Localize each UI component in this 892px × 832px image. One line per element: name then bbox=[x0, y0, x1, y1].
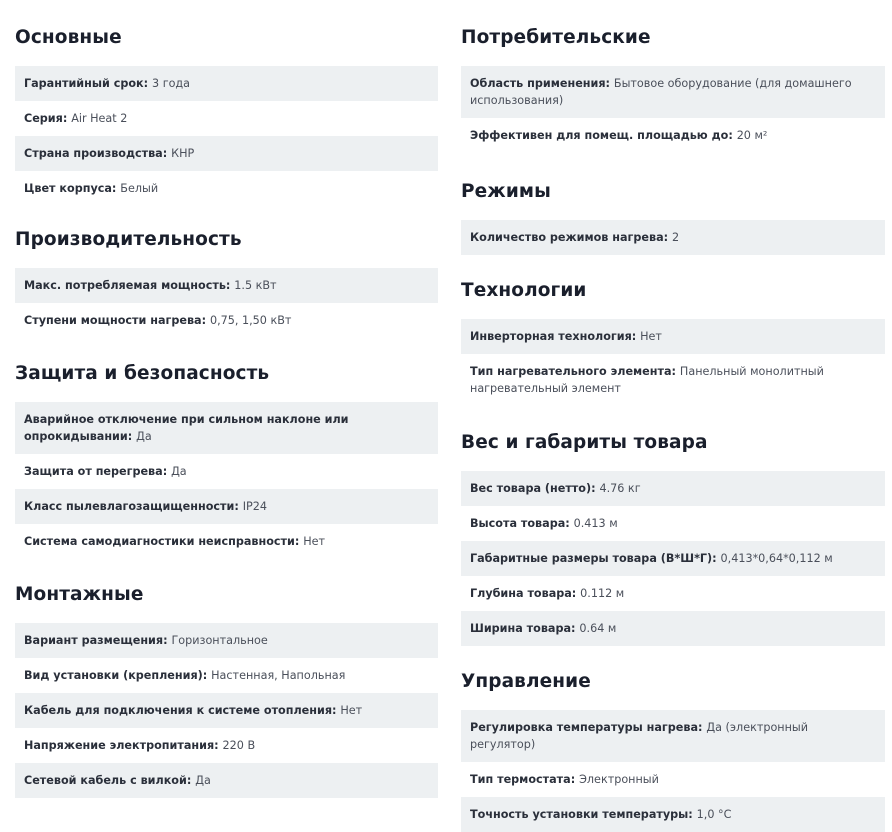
spec-section-safety bbox=[15, 363, 438, 559]
spec-row: Класс пылевлагозащищенности: IP24 bbox=[15, 489, 438, 524]
spec-value: 20 м² bbox=[736, 129, 768, 142]
spec-key: Тип термостата bbox=[470, 773, 571, 786]
spec-key: Сетевой кабель с вилкой bbox=[24, 774, 187, 787]
spec-value: 4.76 кг bbox=[599, 482, 641, 495]
spec-value: Белый bbox=[120, 182, 159, 195]
spec-row: Габаритные размеры товара (В*Ш*Г): 0,413*0,64*0,112 м bbox=[461, 541, 885, 576]
spec-key: Класс пылевлагозащищенности bbox=[24, 500, 235, 513]
spec-row: Вид установки (крепления): Настенная, Напольная bbox=[24, 669, 346, 682]
spec-value: КНР bbox=[171, 147, 195, 160]
spec-value: Горизонтальное bbox=[171, 634, 268, 647]
section-title: Технологии bbox=[461, 280, 587, 301]
spec-row: Система самодиагностики неисправности: Нет bbox=[24, 535, 326, 548]
spec-key: Габаритные размеры товара (В*Ш*Г) bbox=[470, 552, 713, 565]
spec-row: Цвет корпуса: Белый bbox=[24, 182, 159, 195]
spec-key: Регулировка температуры нагрева bbox=[470, 721, 699, 734]
spec-value: 1.5 кВт bbox=[234, 279, 277, 292]
spec-row: Аварийное отключение при сильном наклоне или опрокидывании: Да bbox=[15, 402, 438, 454]
spec-value: Настенная, Напольная bbox=[211, 669, 346, 682]
spec-row: Защита от перегрева: Да bbox=[24, 465, 187, 478]
spec-value: Да bbox=[171, 465, 187, 478]
spec-row: Вариант размещения: Горизонтальное bbox=[15, 623, 438, 658]
spec-key: Вес товара (нетто) bbox=[470, 482, 592, 495]
spec-value: Панельный монолитный нагревательный элемент bbox=[470, 365, 824, 395]
section-title: Режимы bbox=[461, 181, 551, 202]
spec-value: Да bbox=[195, 774, 211, 787]
spec-row: Регулировка температуры нагрева: Да (электронный регулятор) bbox=[461, 710, 885, 762]
spec-row: Ступени мощности нагрева: 0,75, 1,50 кВт bbox=[24, 314, 292, 327]
spec-value: Нет bbox=[303, 535, 326, 548]
spec-row: Напряжение электропитания: 220 В bbox=[24, 739, 256, 752]
spec-key: Кабель для подключения к системе отопления bbox=[24, 704, 333, 717]
spec-value: 0,75, 1,50 кВт bbox=[209, 314, 292, 327]
spec-key: Вид установки (крепления) bbox=[24, 669, 203, 682]
spec-value: 1,0 °C bbox=[696, 808, 732, 821]
spec-key: Гарантийный срок bbox=[24, 77, 144, 90]
spec-value: IP24 bbox=[242, 500, 268, 513]
spec-key: Ширина товара bbox=[470, 622, 572, 635]
spec-row: Тип термостата: Электронный bbox=[470, 773, 659, 786]
section-title: Управление bbox=[461, 671, 591, 692]
spec-value: 220 В bbox=[222, 739, 256, 752]
spec-value: 3 года bbox=[152, 77, 191, 90]
spec-section-main bbox=[15, 27, 438, 206]
spec-key: Ступени мощности нагрева bbox=[24, 314, 202, 327]
spec-row: Гарантийный срок: 3 года bbox=[15, 66, 438, 101]
spec-value: Да (электронный регулятор) bbox=[470, 721, 809, 751]
section-title: Вес и габариты товара bbox=[461, 432, 708, 453]
spec-row: Вес товара (нетто): 4.76 кг bbox=[461, 471, 885, 506]
spec-section-performance bbox=[15, 229, 438, 338]
spec-section-mounting bbox=[15, 584, 438, 798]
spec-key: Инверторная технология bbox=[470, 330, 632, 343]
spec-value: Air Heat 2 bbox=[71, 112, 128, 125]
spec-key: Количество режимов нагрева bbox=[470, 231, 664, 244]
section-title: Производительность bbox=[15, 229, 242, 250]
spec-row: Инверторная технология: Нет bbox=[461, 319, 885, 354]
spec-key: Аварийное отключение при сильном наклоне или опрокидывании bbox=[24, 413, 349, 443]
spec-value: Нет bbox=[340, 704, 363, 717]
spec-key: Система самодиагностики неисправности bbox=[24, 535, 295, 548]
spec-value: 2 bbox=[672, 231, 680, 244]
spec-row: Глубина товара: 0.112 м bbox=[470, 587, 625, 600]
spec-row: Область применения: Бытовое оборудование (для домашнего использования) bbox=[461, 66, 885, 118]
spec-row: Высота товара: 0.413 м bbox=[470, 517, 618, 530]
section-title: Потребительские bbox=[461, 27, 651, 48]
spec-section-control bbox=[461, 671, 885, 832]
spec-key: Напряжение электропитания bbox=[24, 739, 215, 752]
spec-section-consumer bbox=[461, 27, 885, 153]
spec-value: 0.413 м bbox=[573, 517, 618, 530]
spec-key: Тип нагревательного элемента bbox=[470, 365, 672, 378]
spec-value: 0.112 м bbox=[580, 587, 625, 600]
spec-key: Вариант размещения bbox=[24, 634, 164, 647]
spec-value: Да bbox=[136, 430, 152, 443]
spec-key: Серия bbox=[24, 112, 63, 125]
spec-key: Глубина товара bbox=[470, 587, 572, 600]
spec-value: 0.64 м bbox=[579, 622, 617, 635]
spec-key: Защита от перегрева bbox=[24, 465, 163, 478]
spec-row: Сетевой кабель с вилкой: Да bbox=[15, 763, 438, 798]
spec-key: Область применения bbox=[470, 77, 606, 90]
section-title: Монтажные bbox=[15, 584, 144, 605]
spec-row: Серия: Air Heat 2 bbox=[24, 112, 128, 125]
spec-value: 0,413*0,64*0,112 м bbox=[720, 552, 833, 565]
spec-value: Электронный bbox=[579, 773, 659, 786]
specs-column-left bbox=[15, 27, 438, 798]
spec-row: Ширина товара: 0.64 м bbox=[461, 611, 885, 646]
spec-key: Точность установки температуры bbox=[470, 808, 689, 821]
section-title: Защита и безопасность bbox=[15, 363, 270, 384]
spec-key: Цвет корпуса bbox=[24, 182, 112, 195]
spec-row: Точность установки температуры: 1,0 °C bbox=[461, 797, 885, 832]
spec-key: Страна производства bbox=[24, 147, 163, 160]
spec-value: Нет bbox=[640, 330, 662, 343]
spec-row: Страна производства: КНР bbox=[15, 136, 438, 171]
specs-column-right bbox=[461, 27, 885, 832]
spec-section-modes bbox=[461, 181, 885, 255]
spec-row: Тип нагревательного элемента: Панельный монолитный нагревательный элемент bbox=[470, 365, 824, 395]
spec-row: Количество режимов нагрева: 2 bbox=[461, 220, 885, 255]
spec-key: Эффективен для помещ. площадью до bbox=[470, 129, 729, 142]
spec-key: Высота товара bbox=[470, 517, 566, 530]
spec-row: Макс. потребляемая мощность: 1.5 кВт bbox=[15, 268, 438, 303]
spec-row: Кабель для подключения к системе отопления: Нет bbox=[15, 693, 438, 728]
section-title: Основные bbox=[15, 27, 122, 48]
spec-section-technology bbox=[461, 280, 885, 406]
spec-row: Эффективен для помещ. площадью до: 20 м² bbox=[470, 129, 768, 142]
spec-value: Бытовое оборудование (для домашнего использования) bbox=[470, 77, 852, 107]
spec-section-dimensions bbox=[461, 432, 885, 646]
spec-key: Макс. потребляемая мощность bbox=[24, 279, 226, 292]
